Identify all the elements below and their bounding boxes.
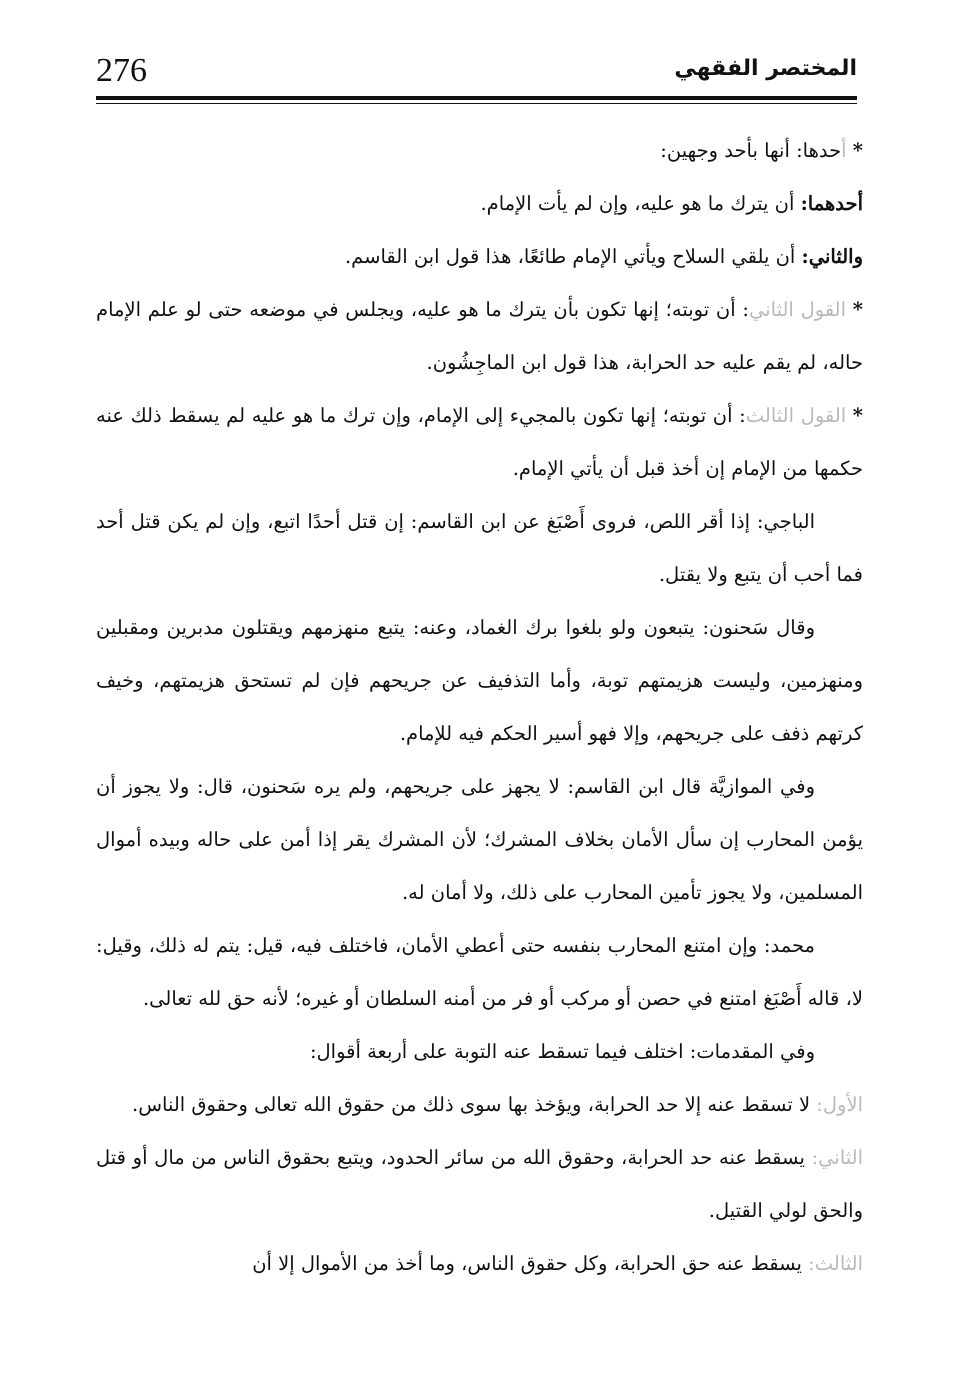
paragraph-9: محمد: وإن امتنع المحارب بنفسه حتى أعطي الأمان، فاختلف فيه، قيل: يتم له ذلك، وقيل: لا، قاله أَصْبَغ امتنع في حصن أو مركب أو فر من أمنه السلطان أو غيره؛ لأنه حق لله تعالى. xyxy=(96,934,863,1010)
paragraph-text: حدها: أنها بأحد وجهين: xyxy=(660,139,842,162)
faded-heading: أ xyxy=(841,139,847,162)
paragraph-6: الباجي: إذا أقر اللص، فروى أَصْبَغ عن ابن القاسم: إن قتل أحدًا اتبع، وإن لم يكن قتل أحد فما أحب أن يتبع ولا يقتل. xyxy=(96,510,863,586)
paragraph-text: : أن توبته؛ إنها تكون بأن يترك ما هو عليه، ويجلس في موضعه حتى لو علم الإمام حاله، لم يقم عليه حد الحرابة، هذا قول ابن الماجِشُون. xyxy=(96,298,863,374)
paragraph-3 xyxy=(96,230,863,283)
paragraph-10: وفي المقدمات: اختلف فيما تسقط عنه التوبة على أربعة أقوال: xyxy=(309,1040,815,1063)
paragraph-13 xyxy=(96,1237,863,1290)
paragraph-text: أن يترك ما هو عليه، وإن لم يأت الإمام. xyxy=(480,192,801,215)
bold-heading: والثاني: xyxy=(801,245,863,268)
bullet-marker: * xyxy=(852,404,863,427)
paragraph-text: يسقط عنه حق الحرابة، وكل حقوق الناس، وما أخذ من الأموال إلا أن xyxy=(252,1252,809,1275)
paragraph-4 xyxy=(96,283,863,389)
faded-heading: الثاني: xyxy=(811,1146,863,1169)
faded-heading: الأول: xyxy=(816,1093,863,1116)
bullet-marker: * xyxy=(852,139,863,162)
bold-heading: أحدهما: xyxy=(800,192,863,215)
page-number: 276 xyxy=(96,52,147,89)
paragraph-text: : أن توبته؛ إنها تكون بالمجيء إلى الإمام، وإن ترك ما هو عليه لم يسقط ذلك عنه حكمها من الإمام إن أخذ قبل أن يأتي الإمام. xyxy=(96,404,863,480)
paragraph-text: أن يلقي السلاح ويأتي الإمام طائعًا، هذا قول ابن القاسم. xyxy=(344,245,802,268)
paragraph-text: لا تسقط عنه إلا حد الحرابة، ويؤخذ بها سوى ذلك من حقوق الله تعالى وحقوق الناس. xyxy=(132,1093,817,1116)
paragraph-5 xyxy=(96,389,863,495)
page-header xyxy=(96,50,857,94)
paragraph-text: يسقط عنه حد الحرابة، وحقوق الله من سائر الحدود، ويتبع بحقوق الناس من مال أو قتل والحق لولي القتيل. xyxy=(96,1146,863,1222)
paragraph-7: وقال سَحنون: يتبعون ولو بلغوا برك الغماد، وعنه: يتبع منهزمهم ويقتلون مدبرين ومقبلين ومنهزمين، وليست هزيمتهم توبة، وأما التذفيف عن جريحهم فإن لم تستحق هزيمتهم، وخيف كرتهم ذفف على جريحهم، وإلا فهو أسير الحكم فيه للإمام. xyxy=(96,616,863,745)
paragraph-2 xyxy=(96,177,863,230)
paragraph-1 xyxy=(96,124,863,177)
body-text xyxy=(96,124,863,1290)
book-title: المختصر الفقهي xyxy=(674,56,857,81)
faded-heading: القول الثالث xyxy=(745,404,847,427)
paragraph-11 xyxy=(96,1078,863,1131)
faded-heading: القول الثاني xyxy=(748,298,847,321)
paragraph-12 xyxy=(96,1131,863,1237)
paragraph-8: وفي الموازيَّة قال ابن القاسم: لا يجهز على جريحهم، ولم يره سَحنون، قال: ولا يجوز أن يؤمن المحارب إن سأل الأمان بخلاف المشرك؛ لأن المشرك يقر إذا أمن على حاله وبيده أموال المسلمين، ولا يجوز تأمين المحارب على ذلك، ولا أمان له. xyxy=(96,775,863,904)
faded-heading: الثالث: xyxy=(808,1252,863,1275)
bullet-marker: * xyxy=(852,298,863,321)
header-rule-thin xyxy=(96,103,857,104)
header-rule-thick xyxy=(96,96,857,100)
